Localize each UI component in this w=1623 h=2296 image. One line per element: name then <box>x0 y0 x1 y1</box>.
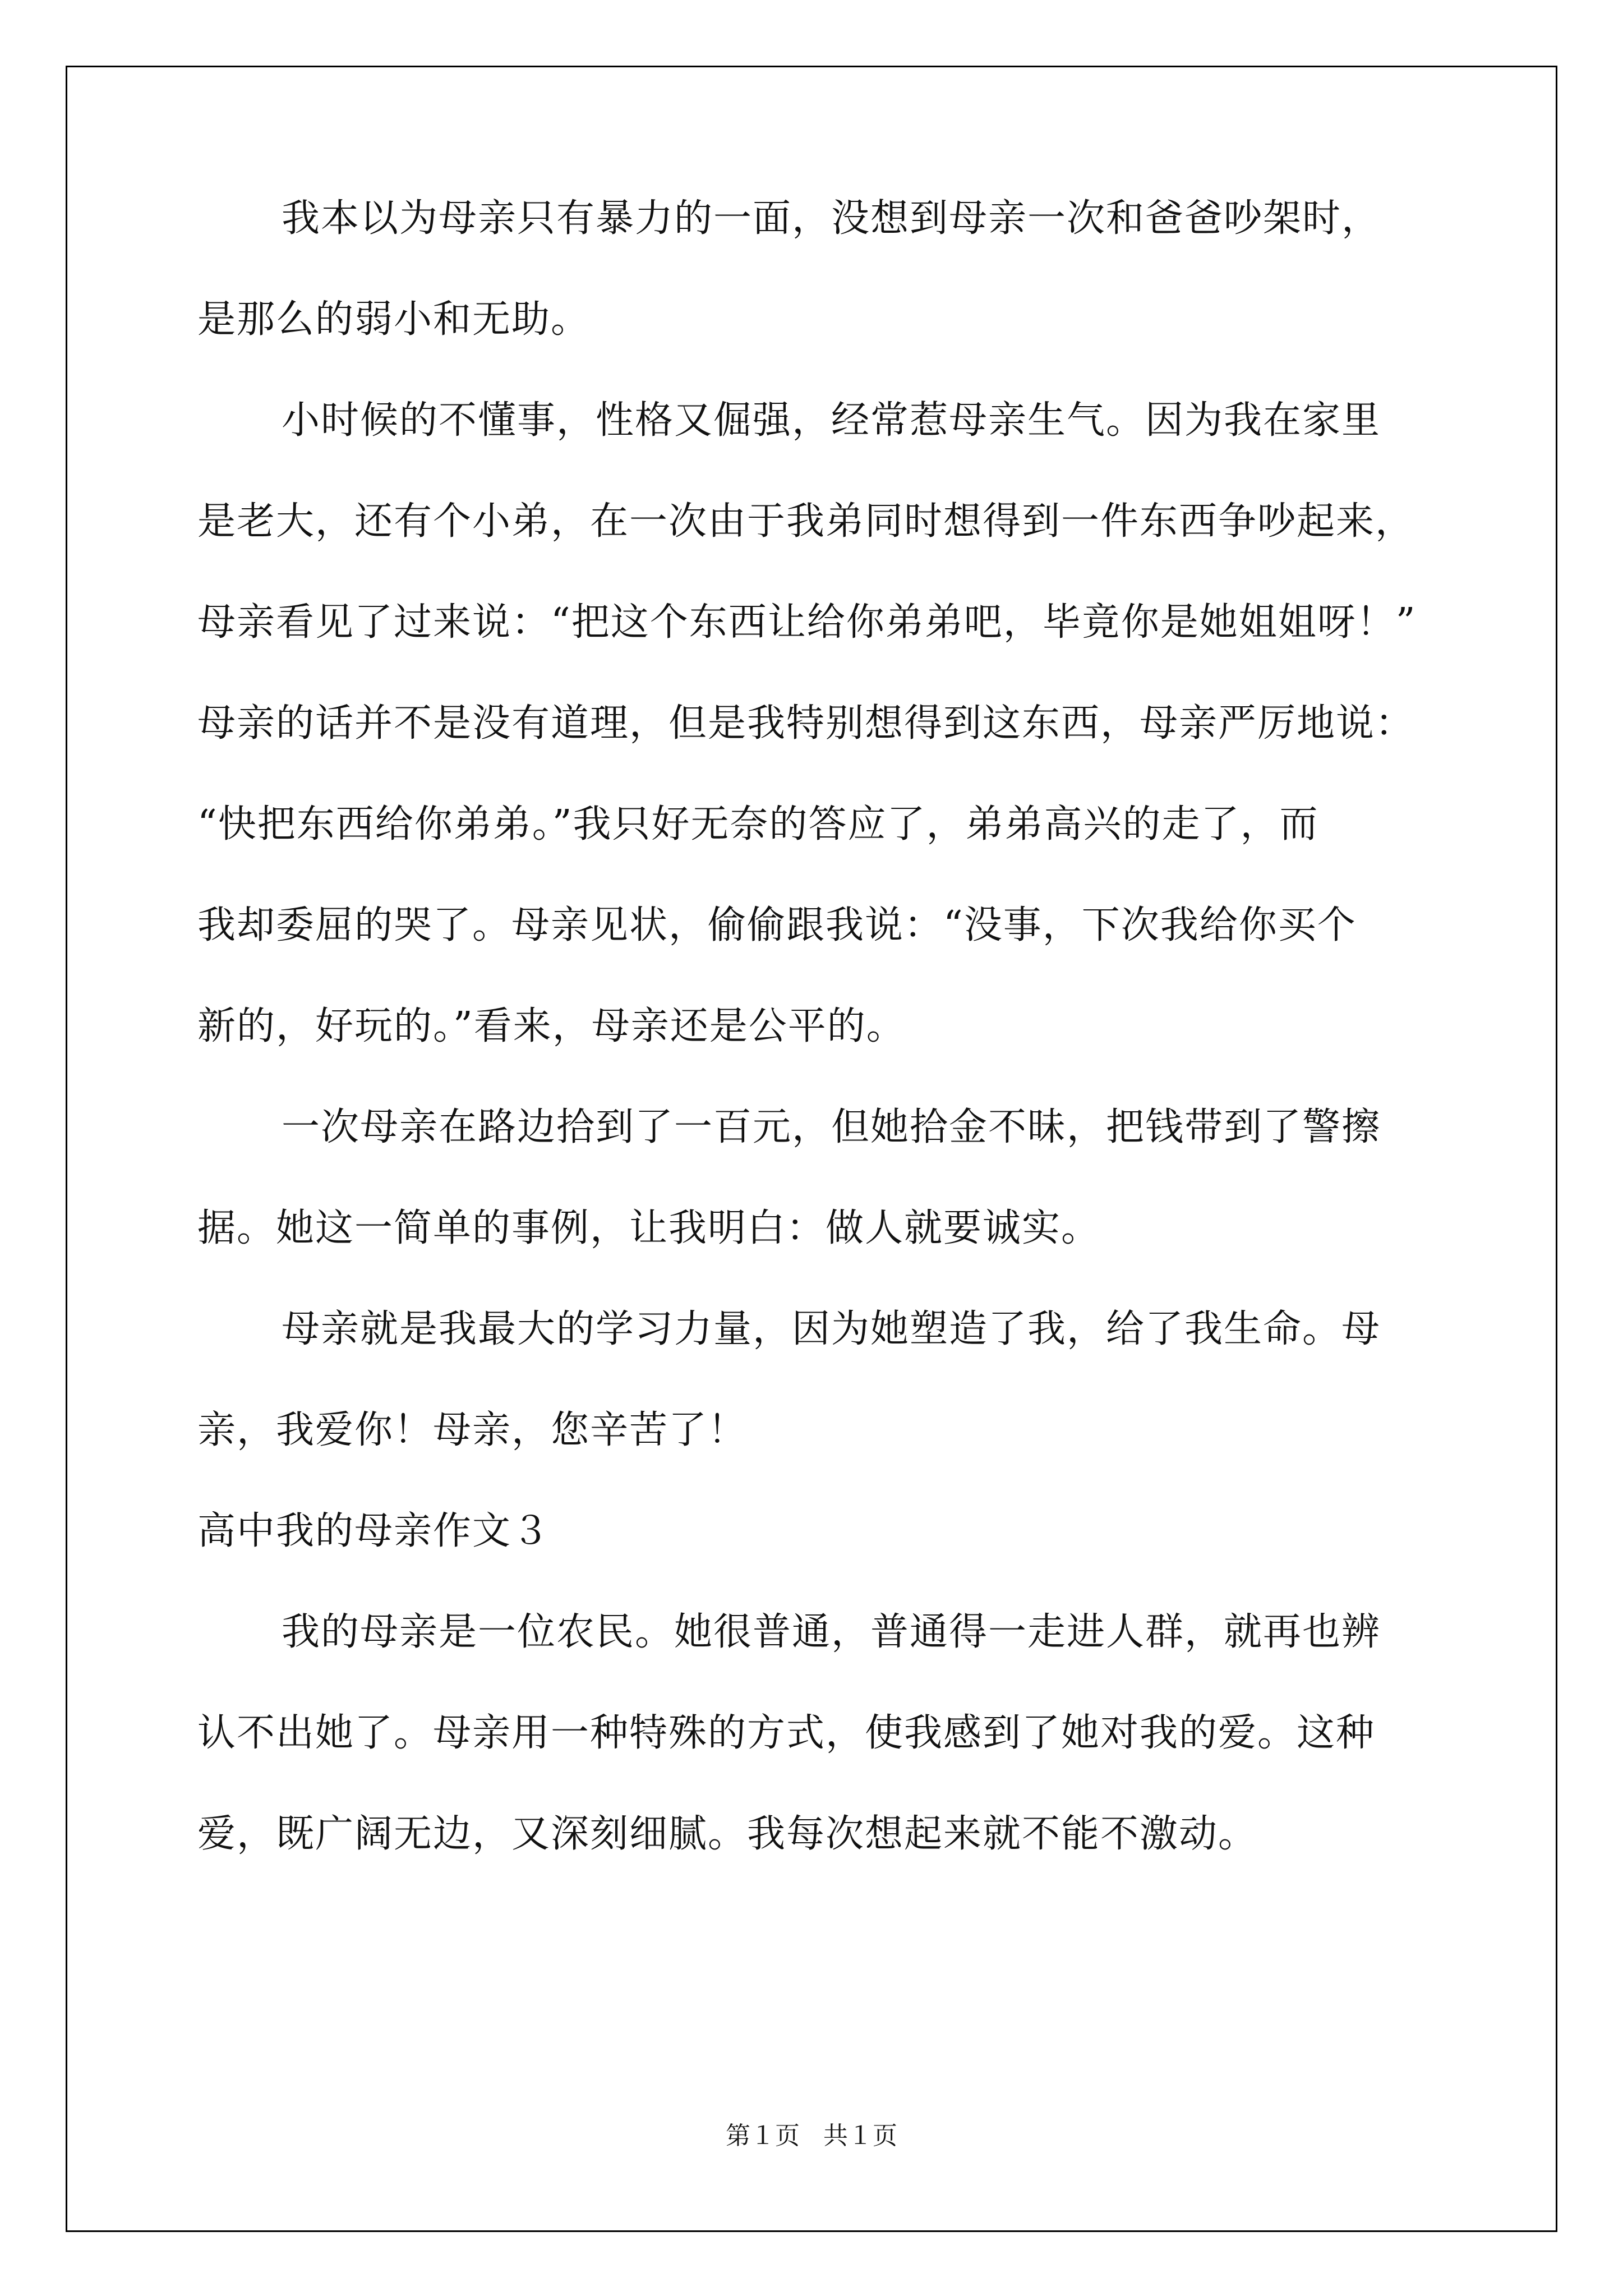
paragraph-line: 我的母亲是一位农民。她很普通，普通得一走进人群，就再也辨 <box>282 1610 1381 1654</box>
paragraph-line: 我本以为母亲只有暴力的一面，没想到母亲一次和爸爸吵架时， <box>282 196 1381 241</box>
paragraph-line: 亲，我爱你！母亲，您辛苦了！ <box>197 1408 748 1452</box>
paragraph-line: 是老大，还有个小弟，在一次由于我弟同时想得到一件东西争吵起来， <box>197 499 1415 544</box>
paragraph-line: 母亲看见了过来说：“把这个东西让给你弟弟吧，毕竟你是她姐姐呀！” <box>197 600 1417 645</box>
paragraph-line: 据。她这一简单的事例，让我明白：做人就要诚实。 <box>197 1206 1101 1250</box>
paragraph-line: “快把东西给你弟弟。”我只好无奈的答应了，弟弟高兴的走了，而 <box>197 802 1319 846</box>
section-heading: 高中我的母亲作文３ <box>197 1509 551 1553</box>
paragraph-line: 是那么的弱小和无助。 <box>197 297 591 342</box>
paragraph-line: 一次母亲在路边拾到了一百元，但她拾金不昧，把钱带到了警擦 <box>282 1105 1381 1149</box>
page-footer: 第１页 共１页 <box>726 2122 897 2150</box>
paragraph-line: 小时候的不懂事，性格又倔强，经常惹母亲生气。因为我在家里 <box>282 398 1381 443</box>
paragraph-line: 我却委屈的哭了。母亲见状，偷偷跟我说：“没事，下次我给你买个 <box>197 903 1357 947</box>
paragraph-line: 母亲就是我最大的学习力量，因为她塑造了我，给了我生命。母 <box>282 1307 1381 1351</box>
paragraph-line: 爱，既广阔无边，又深刻细腻。我每次想起来就不能不激动。 <box>197 1812 1258 1856</box>
paragraph-line: 认不出她了。母亲用一种特殊的方式，使我感到了她对我的爱。这种 <box>197 1711 1376 1755</box>
paragraph-line: 新的，好玩的。”看来，母亲还是公平的。 <box>197 1004 906 1048</box>
paragraph-line: 母亲的话并不是没有道理，但是我特别想得到这东西，母亲严厉地说： <box>197 701 1415 746</box>
